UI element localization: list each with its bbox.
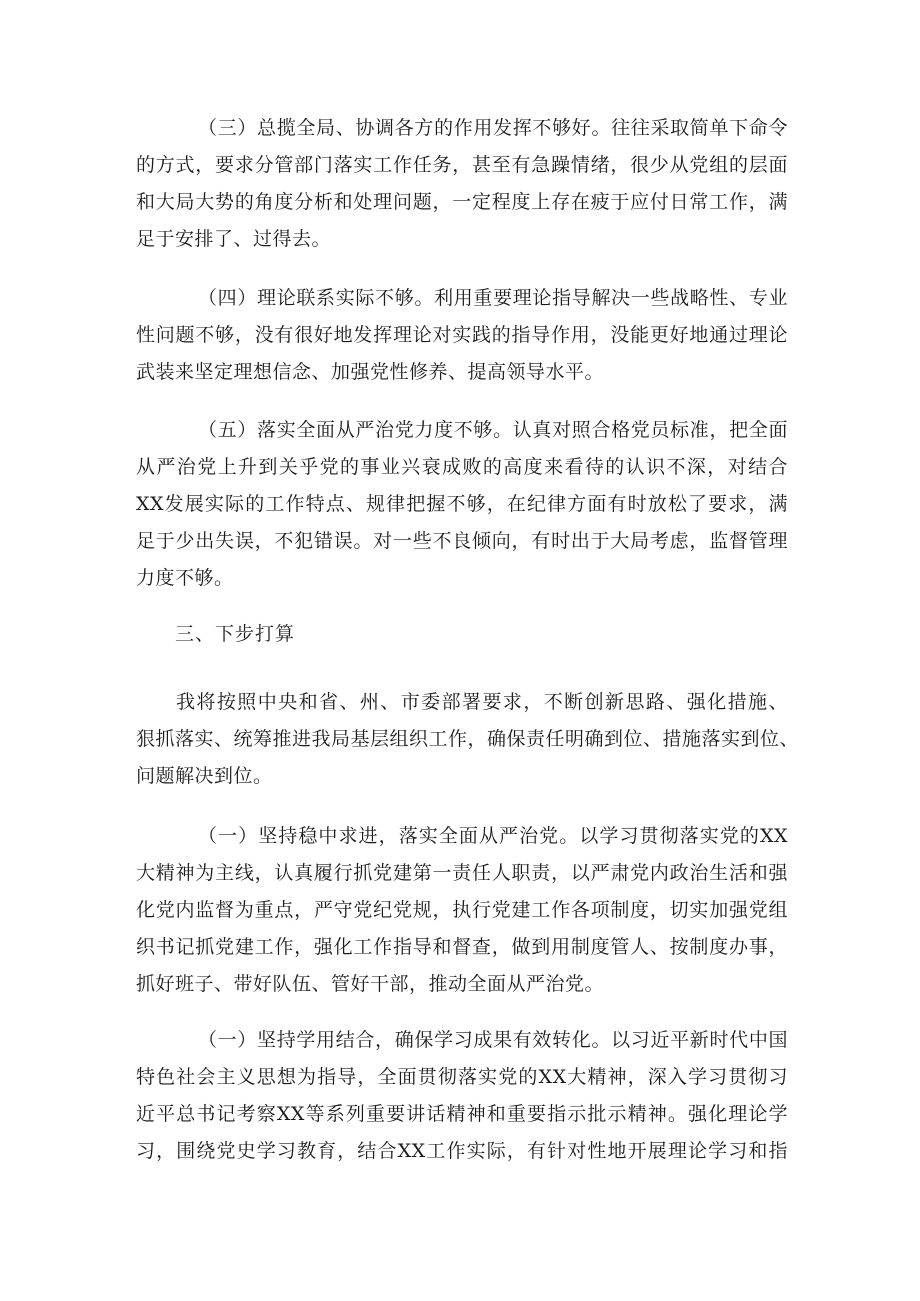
text-line: 性问题不够，没有很好地发挥理论对实践的指导作用，没能更好地通过理论: [136, 324, 788, 346]
text-line: 问题解决到位。: [136, 765, 273, 787]
text-line: 大精神为主线，认真履行抓党建第一责任人职责，以严肃党内政治生活和强: [136, 862, 788, 884]
text-line: XX发展实际的工作特点、规律把握不够，在纪律方面有时放松了要求，满: [136, 493, 788, 515]
paragraph-1-study-application: [136, 1022, 788, 1170]
text-line: 狠抓落实、统筹推进我局基层组织工作，确保责任明确到位、措施落实到位、: [136, 728, 800, 750]
text-line: 习，围绕党史学习教育，结合XX工作实际，有针对性地开展理论学习和指: [136, 1140, 788, 1162]
text-line: 化党内监督为重点，严守党纪党规，执行党建工作各项制度，切实加强党组: [136, 899, 788, 921]
text-line: 抓好班子、带好队伍、管好干部，推动全面从严治党。: [136, 973, 605, 995]
text-line: （一）坚持稳中求进，落实全面从严治党。以学习贯彻落实党的XX: [198, 825, 788, 847]
text-line: 和大局大势的角度分析和处理问题，一定程度上存在疲于应付日常工作，满: [136, 191, 788, 213]
paragraph-3-overall-coordination: [136, 110, 788, 258]
paragraph-5-party-discipline: [136, 412, 788, 597]
text-line: （四）理论联系实际不够。利用重要理论指导解决一些战略性、专业: [198, 287, 788, 309]
text-line: （五）落实全面从严治党力度不够。认真对照合格党员标准，把全面: [198, 419, 788, 441]
paragraph-next-steps-intro: [136, 684, 800, 795]
text-line: （三）总揽全局、协调各方的作用发挥不够好。往往采取简单下命令: [198, 117, 788, 139]
text-line: 织书记抓党建工作，强化工作指导和督查，做到用制度管人、按制度办事，: [136, 936, 788, 958]
text-line: 近平总书记考察XX等系列重要讲话精神和重要指示批示精神。强化理论学: [136, 1103, 788, 1125]
text-line: 力度不够。: [136, 567, 234, 589]
text-line: 的方式，要求分管部门落实工作任务，甚至有急躁情绪，很少从党组的层面: [136, 154, 788, 176]
text-line: 我将按照中央和省、州、市委部署要求，不断创新思路、强化措施、: [176, 691, 788, 713]
text-line: 从严治党上升到关乎党的事业兴衰成败的高度来看待的认识不深，对结合: [136, 456, 788, 478]
paragraph-1-steady-progress: [136, 818, 788, 1003]
paragraph-4-theory-practice: [136, 280, 788, 391]
text-line: 武装来坚定理想信念、加强党性修养、提高领导水平。: [136, 361, 605, 383]
text-line: 特色社会主义思想为指导，全面贯彻落实党的XX大精神，深入学习贯彻习: [136, 1066, 788, 1088]
text-line: （一）坚持学用结合，确保学习成果有效转化。以习近平新时代中国: [198, 1029, 788, 1051]
text-line: 足于少出失误，不犯错误。对一些不良倾向，有时出于大局考虑，监督管理: [136, 530, 788, 552]
text-line: 足于安排了、过得去。: [136, 228, 332, 250]
section-heading-next-steps: 三、下步打算: [175, 623, 296, 645]
